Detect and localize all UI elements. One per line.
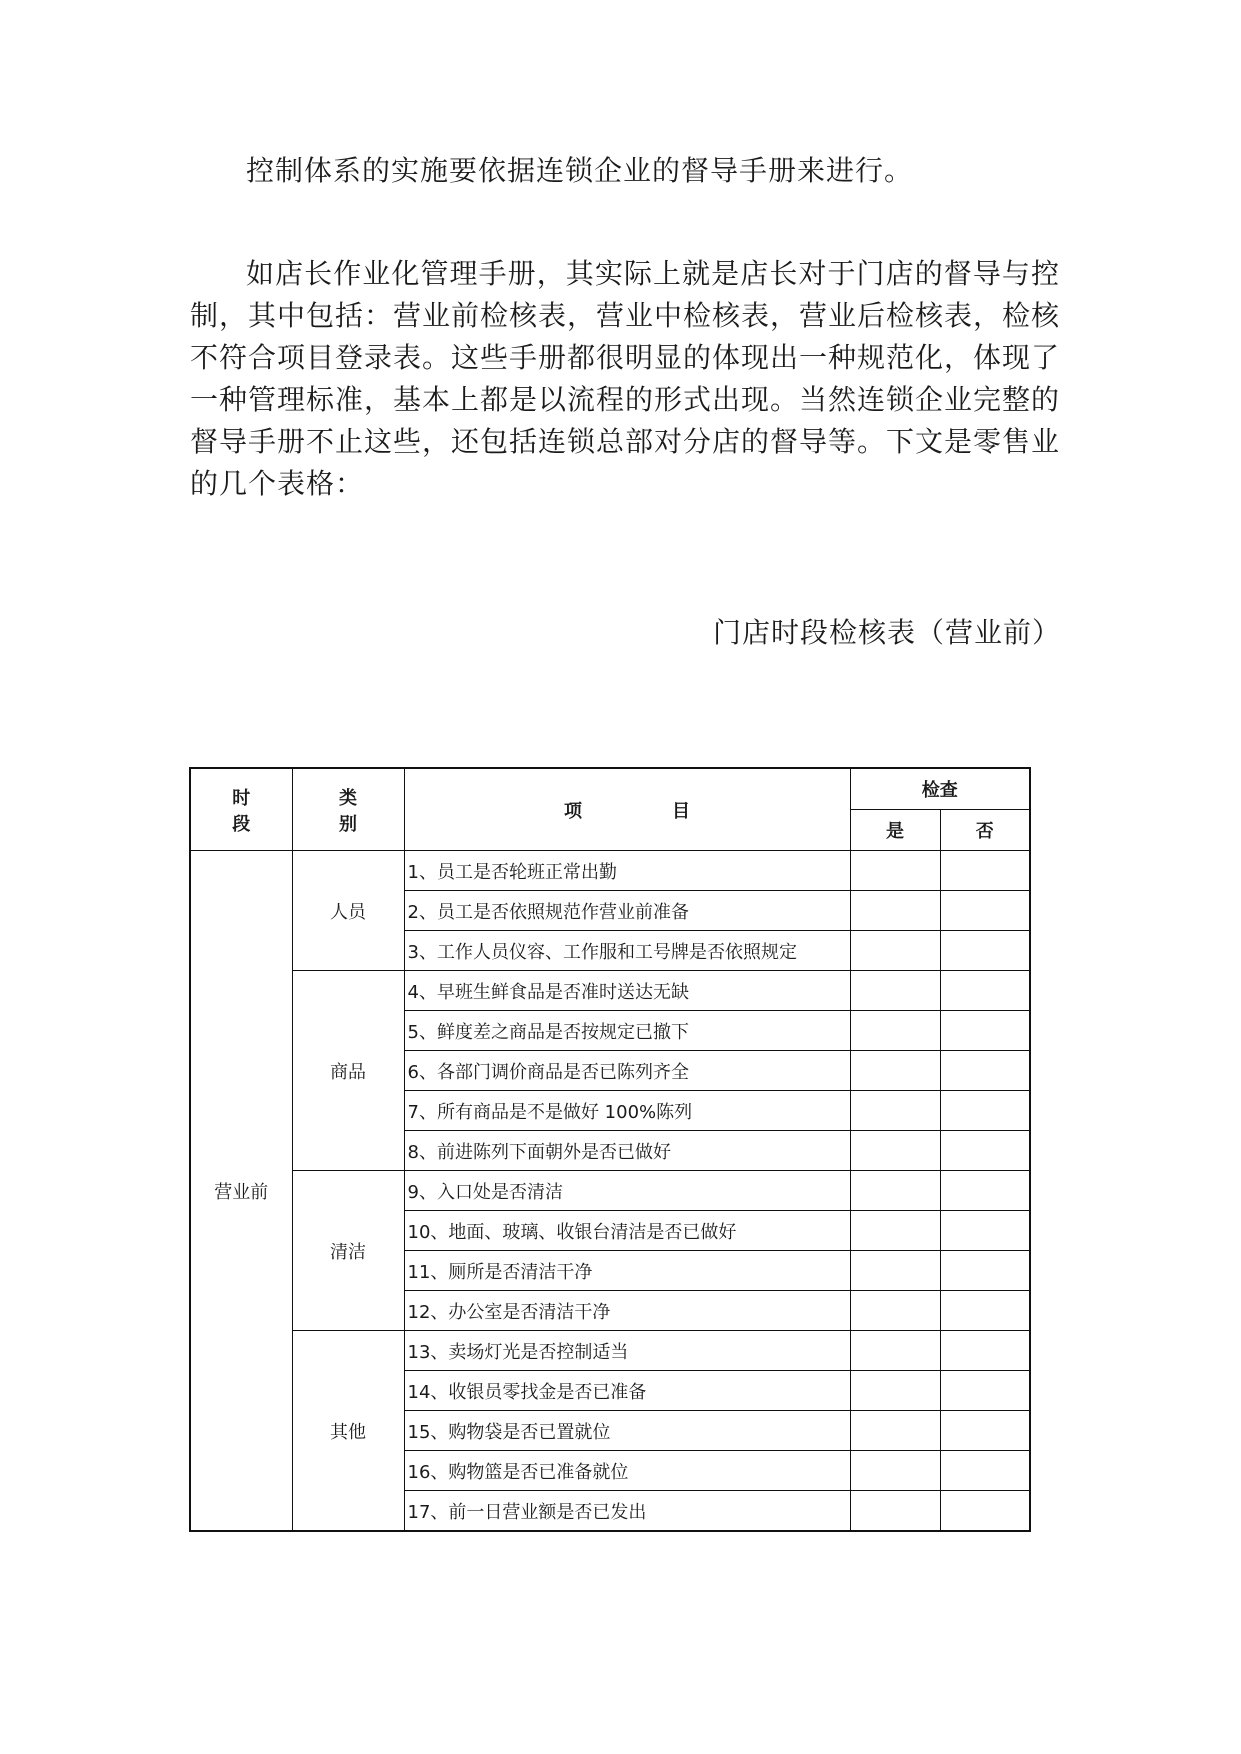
item-cell: 13、卖场灯光是否控制适当 (404, 1331, 850, 1371)
no-checkbox-cell[interactable] (940, 1251, 1030, 1291)
yes-checkbox-cell[interactable] (850, 1251, 940, 1291)
table-row (190, 971, 1030, 1011)
yes-checkbox-cell[interactable] (850, 1291, 940, 1331)
item-cell: 8、前进陈列下面朝外是否已做好 (404, 1131, 850, 1171)
yes-checkbox-cell[interactable] (850, 1051, 940, 1091)
yes-checkbox-cell[interactable] (850, 1171, 940, 1211)
yes-checkbox-cell[interactable] (850, 1131, 940, 1171)
yes-checkbox-cell[interactable] (850, 1451, 940, 1491)
yes-checkbox-cell[interactable] (850, 1331, 940, 1371)
intro-paragraph: 控制体系的实施要依据连锁企业的督导手册来进行。 (246, 154, 914, 187)
table-row (190, 1331, 1030, 1371)
item-cell: 15、购物袋是否已置就位 (404, 1411, 850, 1451)
header-period: 时段 (190, 768, 292, 851)
no-checkbox-cell[interactable] (940, 1171, 1030, 1211)
item-cell: 11、厕所是否清洁干净 (404, 1251, 850, 1291)
no-checkbox-cell[interactable] (940, 1331, 1030, 1371)
yes-checkbox-cell[interactable] (850, 1411, 940, 1451)
header-yes: 是 (850, 810, 940, 851)
no-checkbox-cell[interactable] (940, 891, 1030, 931)
header-check: 检查 (850, 768, 1030, 810)
no-checkbox-cell[interactable] (940, 1211, 1030, 1251)
yes-checkbox-cell[interactable] (850, 971, 940, 1011)
yes-checkbox-cell[interactable] (850, 851, 940, 891)
yes-checkbox-cell[interactable] (850, 1491, 940, 1532)
table-row (190, 851, 1030, 891)
period-cell: 营业前 (190, 851, 292, 1532)
no-checkbox-cell[interactable] (940, 971, 1030, 1011)
item-cell: 7、所有商品是不是做好 100%陈列 (404, 1091, 850, 1131)
yes-checkbox-cell[interactable] (850, 931, 940, 971)
yes-checkbox-cell[interactable] (850, 891, 940, 931)
item-cell: 12、办公室是否清洁干净 (404, 1291, 850, 1331)
no-checkbox-cell[interactable] (940, 1411, 1030, 1451)
header-category: 类别 (292, 768, 404, 851)
no-checkbox-cell[interactable] (940, 1371, 1030, 1411)
item-cell: 1、员工是否轮班正常出勤 (404, 851, 850, 891)
body-paragraph: 如店长作业化管理手册，其实际上就是店长对于门店的督导与控制，其中包括：营业前检核表，营业中检核表，营业后检核表，检核不符合项目登录表。这些手册都很明显的体现出一种规范化，体现了一种管理标准，基本上都是以流程的形式出现。当然连锁企业完整的督导手册不止这些，还包括连锁总部对分店的督导等。下文是零售业的几个表格： (190, 257, 1061, 500)
category-cell: 其他 (292, 1331, 404, 1532)
checklist-table (189, 767, 1031, 1532)
category-cell: 人员 (292, 851, 404, 971)
no-checkbox-cell[interactable] (940, 931, 1030, 971)
item-cell: 14、收银员零找金是否已准备 (404, 1371, 850, 1411)
item-cell: 3、工作人员仪容、工作服和工号牌是否依照规定 (404, 931, 850, 971)
table-row (190, 1171, 1030, 1211)
header-item: 项目 (404, 768, 850, 851)
item-cell: 5、鲜度差之商品是否按规定已撤下 (404, 1011, 850, 1051)
table-caption: 门店时段检核表（营业前） (712, 616, 1061, 649)
item-cell: 4、早班生鲜食品是否准时送达无缺 (404, 971, 850, 1011)
category-cell: 商品 (292, 971, 404, 1171)
item-cell: 10、地面、玻璃、收银台清洁是否已做好 (404, 1211, 850, 1251)
item-cell: 16、购物篮是否已准备就位 (404, 1451, 850, 1491)
header-no: 否 (940, 810, 1030, 851)
item-cell: 2、员工是否依照规范作营业前准备 (404, 891, 850, 931)
no-checkbox-cell[interactable] (940, 1091, 1030, 1131)
yes-checkbox-cell[interactable] (850, 1011, 940, 1051)
no-checkbox-cell[interactable] (940, 1131, 1030, 1171)
yes-checkbox-cell[interactable] (850, 1211, 940, 1251)
category-cell: 清洁 (292, 1171, 404, 1331)
table-body (190, 851, 1030, 1532)
no-checkbox-cell[interactable] (940, 1051, 1030, 1091)
item-cell: 6、各部门调价商品是否已陈列齐全 (404, 1051, 850, 1091)
no-checkbox-cell[interactable] (940, 1451, 1030, 1491)
no-checkbox-cell[interactable] (940, 1491, 1030, 1532)
yes-checkbox-cell[interactable] (850, 1371, 940, 1411)
item-cell: 17、前一日营业额是否已发出 (404, 1491, 850, 1532)
no-checkbox-cell[interactable] (940, 1011, 1030, 1051)
yes-checkbox-cell[interactable] (850, 1091, 940, 1131)
table-header (190, 768, 1030, 851)
no-checkbox-cell[interactable] (940, 851, 1030, 891)
item-cell: 9、入口处是否清洁 (404, 1171, 850, 1211)
no-checkbox-cell[interactable] (940, 1291, 1030, 1331)
